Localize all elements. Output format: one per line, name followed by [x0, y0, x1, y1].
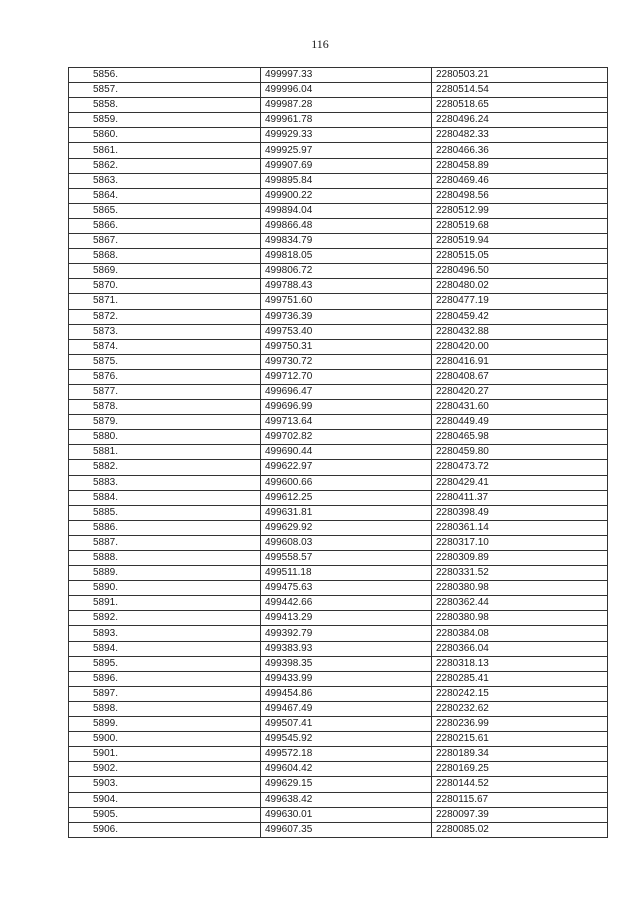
point-number-cell: 5874. — [69, 339, 261, 354]
table-row — [69, 158, 608, 173]
x-coordinate-cell: 499392.79 — [261, 626, 432, 641]
table-row — [69, 249, 608, 264]
y-coordinate-cell: 2280449.49 — [432, 415, 608, 430]
point-number-cell: 5873. — [69, 324, 261, 339]
point-number-cell: 5870. — [69, 279, 261, 294]
point-number-cell: 5904. — [69, 792, 261, 807]
point-number-cell: 5856. — [69, 68, 261, 83]
y-coordinate-cell: 2280366.04 — [432, 641, 608, 656]
y-coordinate-cell: 2280232.62 — [432, 701, 608, 716]
y-coordinate-cell: 2280482.33 — [432, 128, 608, 143]
x-coordinate-cell: 499608.03 — [261, 535, 432, 550]
y-coordinate-cell: 2280408.67 — [432, 369, 608, 384]
y-coordinate-cell: 2280477.19 — [432, 294, 608, 309]
table-row — [69, 701, 608, 716]
y-coordinate-cell: 2280309.89 — [432, 551, 608, 566]
y-coordinate-cell: 2280519.94 — [432, 234, 608, 249]
x-coordinate-cell: 499433.99 — [261, 671, 432, 686]
point-number-cell: 5871. — [69, 294, 261, 309]
point-number-cell: 5888. — [69, 551, 261, 566]
x-coordinate-cell: 499712.70 — [261, 369, 432, 384]
x-coordinate-cell: 499961.78 — [261, 113, 432, 128]
table-row — [69, 762, 608, 777]
table-row — [69, 686, 608, 701]
point-number-cell: 5880. — [69, 430, 261, 445]
point-number-cell: 5897. — [69, 686, 261, 701]
point-number-cell: 5906. — [69, 822, 261, 837]
x-coordinate-cell: 499834.79 — [261, 234, 432, 249]
point-number-cell: 5866. — [69, 218, 261, 233]
point-number-cell: 5885. — [69, 505, 261, 520]
table-row — [69, 551, 608, 566]
y-coordinate-cell: 2280236.99 — [432, 717, 608, 732]
y-coordinate-cell: 2280473.72 — [432, 460, 608, 475]
x-coordinate-cell: 499467.49 — [261, 701, 432, 716]
point-number-cell: 5876. — [69, 369, 261, 384]
y-coordinate-cell: 2280189.34 — [432, 747, 608, 762]
y-coordinate-cell: 2280144.52 — [432, 777, 608, 792]
table-row — [69, 234, 608, 249]
y-coordinate-cell: 2280169.25 — [432, 762, 608, 777]
table-row — [69, 490, 608, 505]
table-row — [69, 354, 608, 369]
point-number-cell: 5858. — [69, 98, 261, 113]
x-coordinate-cell: 499631.81 — [261, 505, 432, 520]
point-number-cell: 5864. — [69, 188, 261, 203]
x-coordinate-cell: 499894.04 — [261, 203, 432, 218]
point-number-cell: 5872. — [69, 309, 261, 324]
y-coordinate-cell: 2280518.65 — [432, 98, 608, 113]
table-row — [69, 143, 608, 158]
point-number-cell: 5863. — [69, 173, 261, 188]
point-number-cell: 5894. — [69, 641, 261, 656]
x-coordinate-cell: 499996.04 — [261, 83, 432, 98]
point-number-cell: 5900. — [69, 732, 261, 747]
y-coordinate-cell: 2280115.67 — [432, 792, 608, 807]
table-row — [69, 732, 608, 747]
y-coordinate-cell: 2280498.56 — [432, 188, 608, 203]
table-row — [69, 218, 608, 233]
point-number-cell: 5859. — [69, 113, 261, 128]
y-coordinate-cell: 2280362.44 — [432, 596, 608, 611]
point-number-cell: 5867. — [69, 234, 261, 249]
table-row — [69, 777, 608, 792]
table-row — [69, 68, 608, 83]
y-coordinate-cell: 2280459.80 — [432, 445, 608, 460]
point-number-cell: 5884. — [69, 490, 261, 505]
table-row — [69, 339, 608, 354]
x-coordinate-cell: 499987.28 — [261, 98, 432, 113]
table-row — [69, 128, 608, 143]
table-row — [69, 807, 608, 822]
y-coordinate-cell: 2280496.24 — [432, 113, 608, 128]
y-coordinate-cell: 2280458.89 — [432, 158, 608, 173]
point-number-cell: 5869. — [69, 264, 261, 279]
x-coordinate-cell: 499753.40 — [261, 324, 432, 339]
x-coordinate-cell: 499558.57 — [261, 551, 432, 566]
point-number-cell: 5902. — [69, 762, 261, 777]
table-row — [69, 475, 608, 490]
x-coordinate-cell: 499604.42 — [261, 762, 432, 777]
table-row — [69, 460, 608, 475]
table-row — [69, 309, 608, 324]
y-coordinate-cell: 2280432.88 — [432, 324, 608, 339]
table-row — [69, 264, 608, 279]
x-coordinate-cell: 499736.39 — [261, 309, 432, 324]
y-coordinate-cell: 2280515.05 — [432, 249, 608, 264]
x-coordinate-cell: 499572.18 — [261, 747, 432, 762]
point-number-cell: 5886. — [69, 520, 261, 535]
table-row — [69, 596, 608, 611]
y-coordinate-cell: 2280384.08 — [432, 626, 608, 641]
point-number-cell: 5891. — [69, 596, 261, 611]
point-number-cell: 5896. — [69, 671, 261, 686]
x-coordinate-cell: 499442.66 — [261, 596, 432, 611]
point-number-cell: 5881. — [69, 445, 261, 460]
table-row — [69, 400, 608, 415]
table-row — [69, 415, 608, 430]
table-row — [69, 369, 608, 384]
y-coordinate-cell: 2280242.15 — [432, 686, 608, 701]
x-coordinate-cell: 499751.60 — [261, 294, 432, 309]
y-coordinate-cell: 2280380.98 — [432, 611, 608, 626]
x-coordinate-cell: 499622.97 — [261, 460, 432, 475]
y-coordinate-cell: 2280503.21 — [432, 68, 608, 83]
x-coordinate-cell: 499612.25 — [261, 490, 432, 505]
y-coordinate-cell: 2280285.41 — [432, 671, 608, 686]
point-number-cell: 5868. — [69, 249, 261, 264]
table-row — [69, 656, 608, 671]
point-number-cell: 5878. — [69, 400, 261, 415]
point-number-cell: 5899. — [69, 717, 261, 732]
x-coordinate-cell: 499638.42 — [261, 792, 432, 807]
point-number-cell: 5865. — [69, 203, 261, 218]
table-row — [69, 581, 608, 596]
table-row — [69, 611, 608, 626]
table-row — [69, 98, 608, 113]
y-coordinate-cell: 2280519.68 — [432, 218, 608, 233]
x-coordinate-cell: 499475.63 — [261, 581, 432, 596]
x-coordinate-cell: 499511.18 — [261, 566, 432, 581]
x-coordinate-cell: 499398.35 — [261, 656, 432, 671]
y-coordinate-cell: 2280411.37 — [432, 490, 608, 505]
table-row — [69, 520, 608, 535]
x-coordinate-cell: 499750.31 — [261, 339, 432, 354]
x-coordinate-cell: 499454.86 — [261, 686, 432, 701]
point-number-cell: 5875. — [69, 354, 261, 369]
y-coordinate-cell: 2280215.61 — [432, 732, 608, 747]
point-number-cell: 5877. — [69, 384, 261, 399]
x-coordinate-cell: 499895.84 — [261, 173, 432, 188]
table-row — [69, 566, 608, 581]
point-number-cell: 5860. — [69, 128, 261, 143]
x-coordinate-cell: 499929.33 — [261, 128, 432, 143]
point-number-cell: 5889. — [69, 566, 261, 581]
point-number-cell: 5892. — [69, 611, 261, 626]
point-number-cell: 5857. — [69, 83, 261, 98]
point-number-cell: 5883. — [69, 475, 261, 490]
x-coordinate-cell: 499690.44 — [261, 445, 432, 460]
y-coordinate-cell: 2280431.60 — [432, 400, 608, 415]
point-number-cell: 5882. — [69, 460, 261, 475]
y-coordinate-cell: 2280398.49 — [432, 505, 608, 520]
table-row — [69, 294, 608, 309]
x-coordinate-cell: 499907.69 — [261, 158, 432, 173]
point-number-cell: 5895. — [69, 656, 261, 671]
table-row — [69, 384, 608, 399]
table-row — [69, 535, 608, 550]
table-row — [69, 83, 608, 98]
table-row — [69, 430, 608, 445]
point-number-cell: 5879. — [69, 415, 261, 430]
x-coordinate-cell: 499607.35 — [261, 822, 432, 837]
coordinates-table — [68, 67, 608, 838]
y-coordinate-cell: 2280085.02 — [432, 822, 608, 837]
x-coordinate-cell: 499866.48 — [261, 218, 432, 233]
y-coordinate-cell: 2280331.52 — [432, 566, 608, 581]
y-coordinate-cell: 2280469.46 — [432, 173, 608, 188]
y-coordinate-cell: 2280420.00 — [432, 339, 608, 354]
table-row — [69, 203, 608, 218]
x-coordinate-cell: 499788.43 — [261, 279, 432, 294]
x-coordinate-cell: 499629.15 — [261, 777, 432, 792]
y-coordinate-cell: 2280317.10 — [432, 535, 608, 550]
y-coordinate-cell: 2280514.54 — [432, 83, 608, 98]
table-row — [69, 747, 608, 762]
x-coordinate-cell: 499545.92 — [261, 732, 432, 747]
x-coordinate-cell: 499997.33 — [261, 68, 432, 83]
point-number-cell: 5862. — [69, 158, 261, 173]
y-coordinate-cell: 2280318.13 — [432, 656, 608, 671]
x-coordinate-cell: 499806.72 — [261, 264, 432, 279]
x-coordinate-cell: 499702.82 — [261, 430, 432, 445]
table-row — [69, 188, 608, 203]
page-number: 116 — [311, 37, 329, 51]
y-coordinate-cell: 2280097.39 — [432, 807, 608, 822]
table-row — [69, 324, 608, 339]
point-number-cell: 5890. — [69, 581, 261, 596]
point-number-cell: 5901. — [69, 747, 261, 762]
point-number-cell: 5905. — [69, 807, 261, 822]
point-number-cell: 5903. — [69, 777, 261, 792]
x-coordinate-cell: 499925.97 — [261, 143, 432, 158]
x-coordinate-cell: 499713.64 — [261, 415, 432, 430]
x-coordinate-cell: 499629.92 — [261, 520, 432, 535]
y-coordinate-cell: 2280459.42 — [432, 309, 608, 324]
y-coordinate-cell: 2280480.02 — [432, 279, 608, 294]
y-coordinate-cell: 2280380.98 — [432, 581, 608, 596]
y-coordinate-cell: 2280416.91 — [432, 354, 608, 369]
y-coordinate-cell: 2280466.36 — [432, 143, 608, 158]
y-coordinate-cell: 2280420.27 — [432, 384, 608, 399]
point-number-cell: 5887. — [69, 535, 261, 550]
table-row — [69, 717, 608, 732]
table-row — [69, 671, 608, 686]
y-coordinate-cell: 2280512.99 — [432, 203, 608, 218]
point-number-cell: 5893. — [69, 626, 261, 641]
point-number-cell: 5861. — [69, 143, 261, 158]
x-coordinate-cell: 499630.01 — [261, 807, 432, 822]
x-coordinate-cell: 499730.72 — [261, 354, 432, 369]
x-coordinate-cell: 499413.29 — [261, 611, 432, 626]
x-coordinate-cell: 499818.05 — [261, 249, 432, 264]
table-row — [69, 505, 608, 520]
table-row — [69, 279, 608, 294]
table-row — [69, 822, 608, 837]
y-coordinate-cell: 2280496.50 — [432, 264, 608, 279]
table-row — [69, 641, 608, 656]
table-row — [69, 173, 608, 188]
coordinates-table-body — [69, 68, 608, 838]
x-coordinate-cell: 499696.47 — [261, 384, 432, 399]
table-row — [69, 445, 608, 460]
point-number-cell: 5898. — [69, 701, 261, 716]
table-row — [69, 626, 608, 641]
y-coordinate-cell: 2280465.98 — [432, 430, 608, 445]
x-coordinate-cell: 499507.41 — [261, 717, 432, 732]
x-coordinate-cell: 499900.22 — [261, 188, 432, 203]
x-coordinate-cell: 499600.66 — [261, 475, 432, 490]
table-row — [69, 113, 608, 128]
x-coordinate-cell: 499383.93 — [261, 641, 432, 656]
table-row — [69, 792, 608, 807]
x-coordinate-cell: 499696.99 — [261, 400, 432, 415]
y-coordinate-cell: 2280429.41 — [432, 475, 608, 490]
y-coordinate-cell: 2280361.14 — [432, 520, 608, 535]
